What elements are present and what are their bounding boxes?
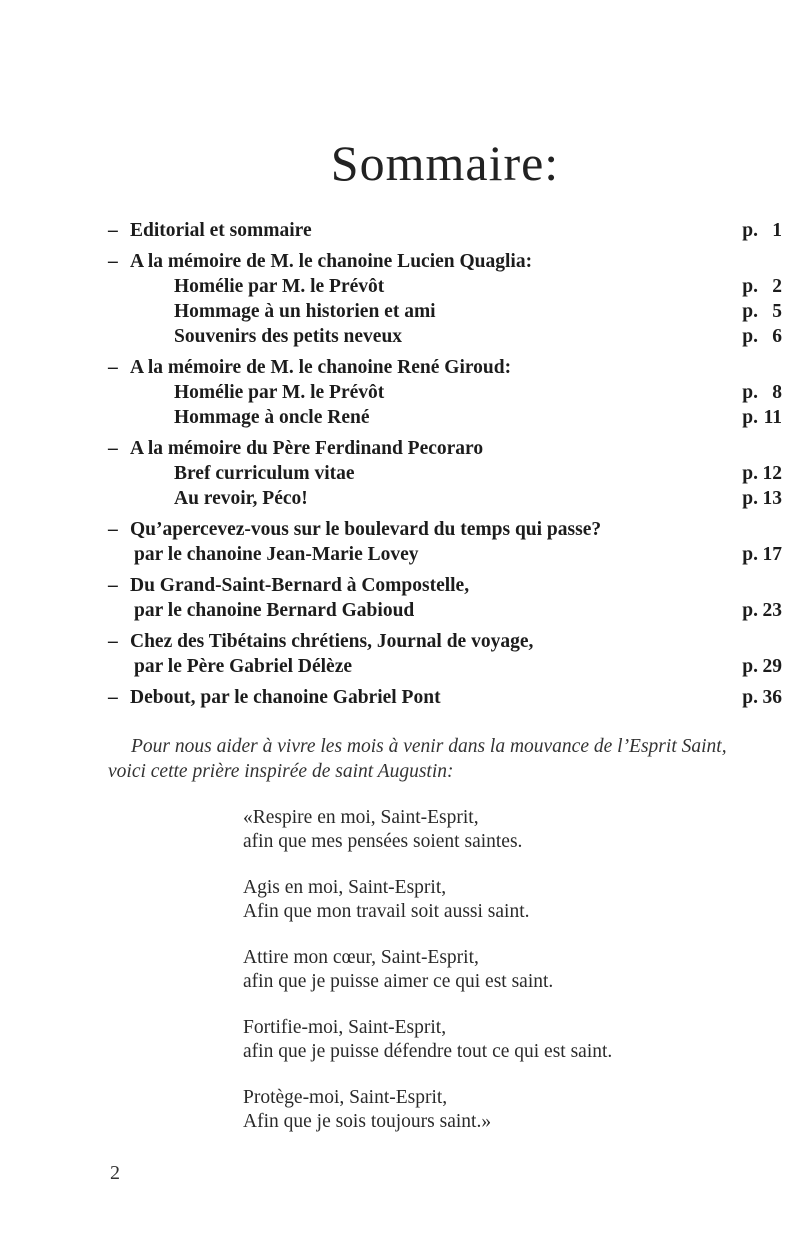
toc-entry [108,573,782,598]
toc-page-number: 17 [762,544,782,565]
toc-entry [108,249,782,274]
page-number: 2 [110,1162,120,1184]
toc-page-number: 13 [762,488,782,509]
prayer-line: Afin que je sois toujours saint.» [243,1111,492,1132]
prayer-block [243,806,763,1156]
toc-page-label: p. [742,407,758,428]
prayer-stanza [243,806,763,854]
toc-entry [108,461,782,486]
toc-page-ref [742,685,782,710]
toc-page-label: p. [742,220,758,241]
prayer-line: afin que mes pensées soient saintes. [243,831,523,852]
prayer-line: «Respire en moi, Saint-Esprit, [243,807,479,828]
toc-page-label: p. [742,488,758,509]
prayer-line: afin que je puisse défendre tout ce qui est saint. [243,1041,613,1062]
toc-entry-title: Hommage à oncle René [174,407,370,428]
toc-page-label: p. [742,687,758,708]
prayer-line: Agis en moi, Saint-Esprit, [243,877,447,898]
toc-entry-title: Du Grand-Saint-Bernard à Compostelle, [130,575,470,596]
toc-entry [108,324,782,349]
toc-page-ref [742,654,782,679]
toc-entry [108,380,782,405]
toc-page-label: p. [742,326,758,347]
toc-entry-title: par le chanoine Bernard Gabioud [134,600,415,621]
prayer-line: Afin que mon travail soit aussi saint. [243,901,530,922]
toc-entry-title: Editorial et sommaire [130,220,312,241]
toc-page-number: 1 [772,220,782,241]
toc-page-ref [742,380,782,405]
toc-entry-title: Homélie par M. le Prévôt [174,382,385,403]
prayer-line: Attire mon cœur, Saint-Esprit, [243,947,479,968]
prayer-line: Fortifie-moi, Saint-Esprit, [243,1017,447,1038]
toc-entry-title: Homélie par M. le Prévôt [174,276,385,297]
toc-dash: – [108,575,118,596]
toc-dash: – [108,251,118,272]
toc-page-number: 5 [772,301,782,322]
toc-entry [108,598,782,623]
toc-entry-title: Bref curriculum vitae [174,463,355,484]
toc-entry [108,542,782,567]
toc-page-number: 36 [762,687,782,708]
toc-dash: – [108,220,118,241]
toc-page-label: p. [742,544,758,565]
toc-entry-title: Au revoir, Péco! [174,488,308,509]
toc-page-number: 6 [772,326,782,347]
toc-entry-title: A la mémoire de M. le chanoine René Giroud: [130,357,512,378]
toc-page-number: 29 [762,656,782,677]
toc-entry [108,355,782,380]
toc-entry-title: Hommage à un historien et ami [174,301,436,322]
toc-page-number: 23 [762,600,782,621]
toc-page-ref [742,218,782,243]
prayer-line: Protège-moi, Saint-Esprit, [243,1087,448,1108]
toc-entry [108,486,782,511]
toc-dash: – [108,631,118,652]
toc-page-ref [742,461,782,486]
toc-entry-title: par le chanoine Jean-Marie Lovey [134,544,419,565]
toc-page-number: 2 [772,276,782,297]
toc-page-label: p. [742,463,758,484]
toc-entry-title: A la mémoire du Père Ferdinand Pecoraro [130,438,484,459]
toc-page-ref [742,405,782,430]
toc-page-ref [742,542,782,567]
toc-entry-title: par le Père Gabriel Délèze [134,656,353,677]
toc-entry-title: Qu’apercevez-vous sur le boulevard du temps qui passe? [130,519,602,540]
toc-entry [108,517,782,542]
toc-dash: – [108,357,118,378]
toc-dash: – [108,519,118,540]
toc-entry [108,685,782,710]
toc-dash: – [108,438,118,459]
toc-page-label: p. [742,276,758,297]
toc-page-label: p. [742,656,758,677]
toc-entry-title: A la mémoire de M. le chanoine Lucien Quaglia: [130,251,533,272]
prayer-stanza [243,1016,763,1064]
toc-entry [108,299,782,324]
toc-entry-title: Souvenirs des petits neveux [174,326,403,347]
intro-paragraph [108,734,788,784]
toc-page-label: p. [742,382,758,403]
intro-line: voici cette prière inspirée de saint Augustin: [108,761,454,782]
toc-page-ref [742,324,782,349]
page-title: Sommaire: [330,134,560,191]
prayer-line: afin que je puisse aimer ce qui est saint. [243,971,554,992]
toc-entry [108,274,782,299]
toc-page-number: 8 [772,382,782,403]
toc-dash: – [108,687,118,708]
prayer-stanza [243,946,763,994]
toc-page-ref [742,486,782,511]
prayer-stanza [243,876,763,924]
prayer-stanza [243,1086,763,1134]
toc-entry [108,436,782,461]
toc-entry [108,654,782,679]
toc-page-ref [742,274,782,299]
intro-line: Pour nous aider à vivre les mois à venir dans la mouvance de l’Esprit Saint, [131,736,727,757]
toc-entry [108,629,782,654]
toc-page-ref [742,299,782,324]
toc-entry [108,405,782,430]
toc-page-label: p. [742,600,758,621]
toc-page-number: 11 [763,407,782,428]
toc-page-number: 12 [762,463,782,484]
toc-page-ref [742,598,782,623]
toc-entry [108,218,782,243]
toc-entry-title: Chez des Tibétains chrétiens, Journal de voyage, [130,631,534,652]
toc-page-label: p. [742,301,758,322]
table-of-contents [108,218,782,710]
toc-entry-title: Debout, par le chanoine Gabriel Pont [130,687,441,708]
